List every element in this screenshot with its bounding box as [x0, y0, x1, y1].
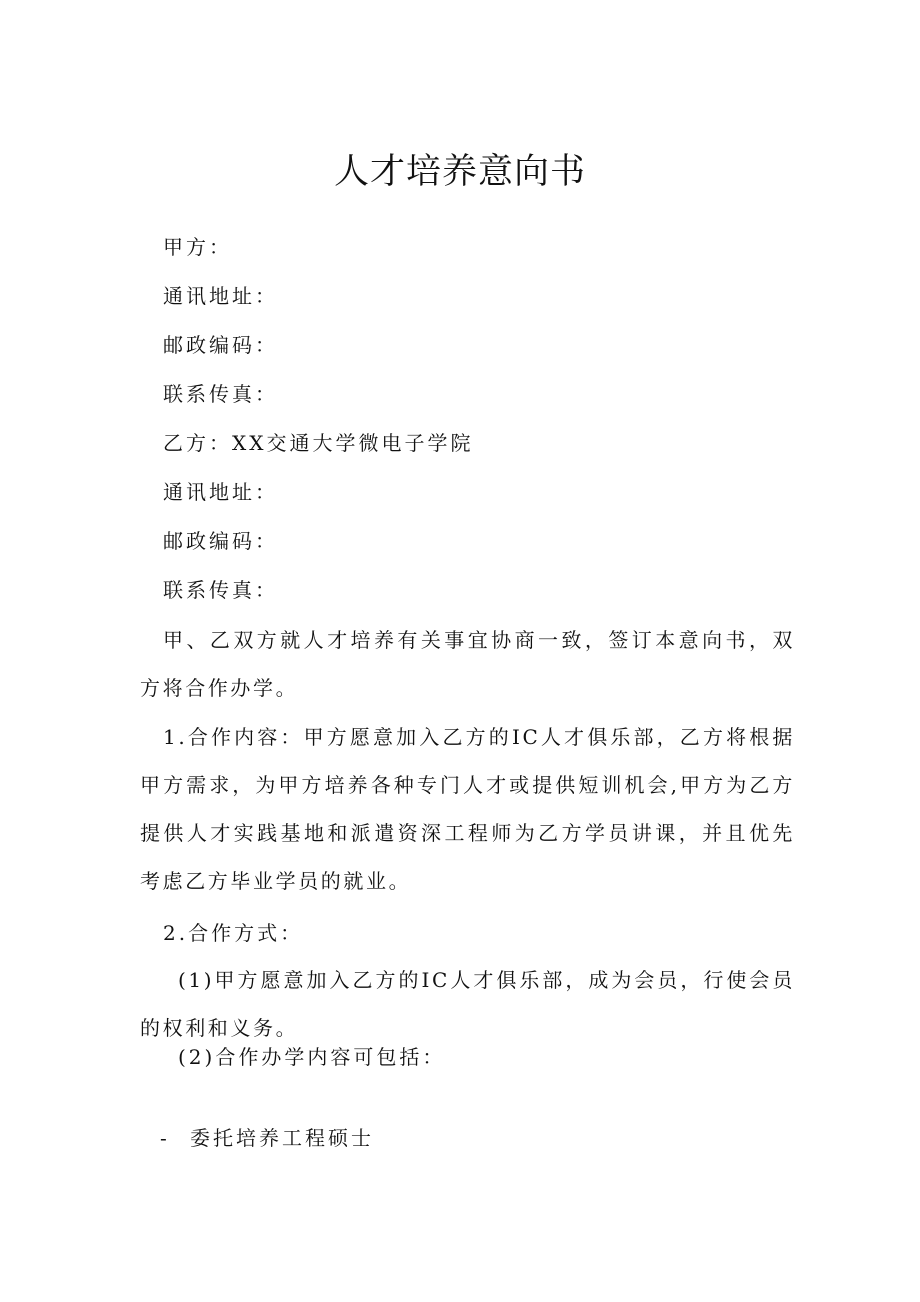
party-b-label: 乙方：XX交通大学微电子学院	[163, 431, 474, 455]
party-b-address: 通讯地址：	[163, 480, 278, 504]
list-item-text: 委托培养工程硕士	[190, 1126, 374, 1150]
clause-2-item-2: (2)合作办学内容可包括：	[178, 1045, 446, 1069]
party-a-fax: 联系传真：	[163, 382, 278, 406]
document-title: 人才培养意向书	[333, 152, 586, 192]
intro-paragraph: 甲、乙双方就人才培养有关事宜协商一致，签订本意向书，双方将合作办学。	[140, 628, 795, 700]
clause-2-item-1: (1)甲方愿意加入乙方的IC人才俱乐部，成为会员，行使会员的权利和义务。	[140, 968, 795, 1040]
party-b-postcode: 邮政编码：	[163, 529, 278, 553]
party-b-fax: 联系传真：	[163, 578, 278, 602]
party-a-label: 甲方：	[163, 235, 232, 259]
list-item	[160, 1123, 374, 1153]
party-a-address: 通讯地址：	[163, 284, 278, 308]
clause-1-paragraph: 1.合作内容：甲方愿意加入乙方的IC人才俱乐部，乙方将根据甲方需求，为甲方培养各种专门人才或提供短训机会,甲方为乙方提供人才实践基地和派遣资深工程师为乙方学员讲课，并且优先考虑乙方毕业学员的就业。	[140, 725, 795, 893]
bullet-dash: -	[160, 1126, 170, 1150]
party-a-postcode: 邮政编码：	[163, 333, 278, 357]
clause-2-heading: 2.合作方式：	[163, 921, 304, 945]
